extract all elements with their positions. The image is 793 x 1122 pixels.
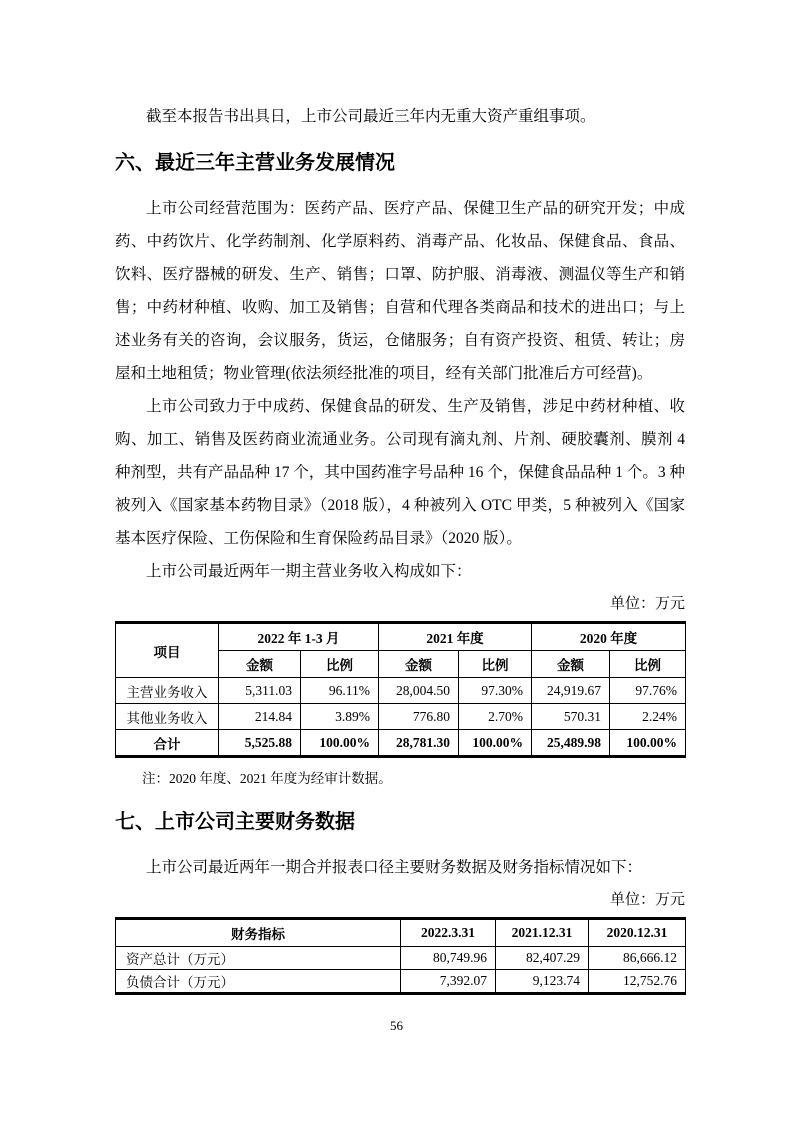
cell-value: 25,489.98 bbox=[532, 730, 610, 757]
cell-value: 9,123.74 bbox=[496, 970, 589, 994]
cell-value: 97.30% bbox=[459, 678, 532, 704]
subheader-ratio: 比例 bbox=[610, 651, 686, 678]
table-note: 注：2020 年度、2021 年度为经审计数据。 bbox=[142, 771, 392, 786]
header-cell-date-2022: 2022.3.31 bbox=[401, 919, 496, 947]
header-cell-indicator: 财务指标 bbox=[116, 919, 401, 947]
subheader-amount: 金额 bbox=[219, 651, 301, 678]
cell-value: 100.00% bbox=[301, 730, 379, 757]
cell-value: 2.70% bbox=[459, 704, 532, 730]
cell-value: 100.00% bbox=[610, 730, 686, 757]
unit-label: 单位：万元 bbox=[609, 892, 685, 908]
table-header-row bbox=[116, 919, 686, 947]
header-cell-item: 项目 bbox=[116, 623, 219, 678]
cell-value: 100.00% bbox=[459, 730, 532, 757]
header-cell-date-2021: 2021.12.31 bbox=[496, 919, 589, 947]
cell-value: 24,919.67 bbox=[532, 678, 610, 704]
table-total-row bbox=[116, 730, 686, 757]
cell-value: 5,525.88 bbox=[219, 730, 301, 757]
revenue-composition-table bbox=[115, 621, 686, 758]
cell-value: 97.76% bbox=[610, 678, 686, 704]
table-row bbox=[116, 970, 686, 994]
revenue-intro-paragraph: 上市公司最近两年一期主营业务收入构成如下： bbox=[146, 563, 472, 580]
header-cell-period-2022: 2022 年 1-3 月 bbox=[219, 623, 379, 651]
subheader-amount: 金额 bbox=[379, 651, 459, 678]
unit-label: 单位：万元 bbox=[609, 596, 685, 612]
business-scope-paragraph: 上市公司经营范围为：医药产品、医疗产品、保健卫生产品的研究开发；中成药、中药饮片、化学药制剂、化学原料药、消毒产品、化妆品、保健食品、食品、饮料、医疗器械的研发、生产、销售；口罩、防护服、消毒液、测温仪等生产和销售；中药材种植、收购、加工及销售；自营和代理各类商品和技术的进出口；与上述业务有关的咨询，会议服务，货运，仓储服务；自有资产投资、租赁、转让；房屋和土地租赁；物业管理(依法须经批准的项目，经有关部门批准后方可经营)。 bbox=[115, 200, 685, 382]
subheader-amount: 金额 bbox=[532, 651, 610, 678]
row-label: 合计 bbox=[116, 730, 219, 757]
row-label: 资产总计（万元） bbox=[116, 947, 401, 970]
subheader-ratio: 比例 bbox=[459, 651, 532, 678]
subheader-ratio: 比例 bbox=[301, 651, 379, 678]
header-cell-period-2021: 2021 年度 bbox=[379, 623, 532, 651]
cell-value: 3.89% bbox=[301, 704, 379, 730]
page-number: 56 bbox=[390, 1018, 403, 1033]
header-cell-period-2020: 2020 年度 bbox=[532, 623, 686, 651]
cell-value: 7,392.07 bbox=[401, 970, 496, 994]
cell-value: 82,407.29 bbox=[496, 947, 589, 970]
table-row bbox=[116, 704, 686, 730]
cell-value: 12,752.76 bbox=[589, 970, 686, 994]
table-row bbox=[116, 947, 686, 970]
table-header-row bbox=[116, 623, 686, 651]
cell-value: 28,781.30 bbox=[379, 730, 459, 757]
financial-data-table bbox=[115, 917, 686, 995]
financial-intro-paragraph: 上市公司最近两年一期合并报表口径主要财务数据及财务指标情况如下： bbox=[146, 859, 643, 876]
cell-value: 96.11% bbox=[301, 678, 379, 704]
section7-heading: 七、上市公司主要财务数据 bbox=[115, 811, 355, 833]
cell-value: 776.80 bbox=[379, 704, 459, 730]
cell-value: 80,749.96 bbox=[401, 947, 496, 970]
cell-value: 570.31 bbox=[532, 704, 610, 730]
cell-value: 28,004.50 bbox=[379, 678, 459, 704]
cell-value: 2.24% bbox=[610, 704, 686, 730]
row-label: 负债合计（万元） bbox=[116, 970, 401, 994]
row-label: 主营业务收入 bbox=[116, 678, 219, 704]
row-label: 其他业务收入 bbox=[116, 704, 219, 730]
table-row bbox=[116, 678, 686, 704]
section6-heading: 六、最近三年主营业务发展情况 bbox=[115, 152, 395, 174]
intro-paragraph: 截至本报告书出具日，上市公司最近三年内无重大资产重组事项。 bbox=[146, 108, 596, 125]
cell-value: 214.84 bbox=[219, 704, 301, 730]
header-cell-date-2020: 2020.12.31 bbox=[589, 919, 686, 947]
products-paragraph: 上市公司致力于中成药、保健食品的研发、生产及销售，涉足中药材种植、收购、加工、销售及医药商业流通业务。公司现有滴丸剂、片剂、硬胶囊剂、膜剂 4 种剂型，共有产品品种 17 个，其中国药准字号品种 16 个，保健食品品种 1 个。3 种被列入《国家基本药物目录》（2018 版），4 种被列入 OTC 甲类，5 种被列入《国家基本医疗保险、工伤保险和生育保险药品目录》（2020 版）。 bbox=[115, 398, 685, 547]
cell-value: 86,666.12 bbox=[589, 947, 686, 970]
cell-value: 5,311.03 bbox=[219, 678, 301, 704]
